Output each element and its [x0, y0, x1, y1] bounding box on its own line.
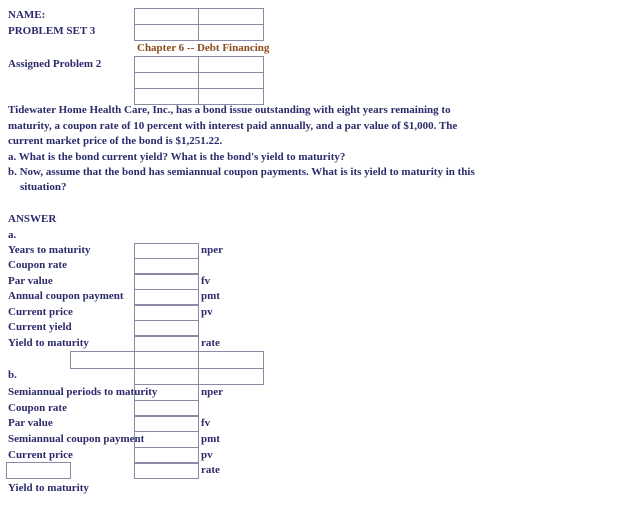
part-b-label: b. [8, 369, 17, 381]
problem-set-label: PROBLEM SET 3 [8, 25, 96, 37]
function-tag: pv [201, 306, 213, 318]
input-cell[interactable] [134, 415, 199, 432]
input-cell[interactable] [198, 368, 264, 385]
header-cell[interactable] [134, 24, 199, 41]
function-tag: pv [201, 449, 213, 461]
header-cell[interactable] [134, 88, 199, 105]
row-label: Coupon rate [8, 259, 67, 271]
row-label: Semiannual coupon payment [8, 433, 145, 445]
row-label: Current price [8, 306, 73, 318]
input-cell[interactable] [198, 351, 264, 369]
row-label: Semiannual periods to maturity [8, 386, 158, 398]
row-label: Current yield [8, 321, 72, 333]
function-tag: pmt [201, 433, 220, 445]
function-tag: nper [201, 244, 223, 256]
header-cell[interactable] [134, 72, 199, 89]
header-cell[interactable] [198, 56, 264, 73]
problem-line: situation? [20, 181, 67, 193]
input-cell[interactable] [134, 431, 199, 448]
chapter-title: Chapter 6 -- Debt Financing [137, 42, 270, 54]
row-label: Coupon rate [8, 402, 67, 414]
row-label: Annual coupon payment [8, 290, 124, 302]
yield-to-maturity-b-label: Yield to maturity [8, 482, 89, 494]
assigned-problem-label: Assigned Problem 2 [8, 58, 102, 70]
input-cell[interactable] [70, 351, 135, 369]
row-label: Yield to maturity [8, 337, 89, 349]
function-tag: fv [201, 275, 211, 287]
problem-line: maturity, a coupon rate of 10 percent with interest paid annually, and a par value of $1,000. The [8, 120, 458, 132]
problem-line: current market price of the bond is $1,251.22. [8, 135, 223, 147]
input-cell[interactable] [134, 258, 199, 274]
header-cell[interactable] [198, 72, 264, 89]
header-cell[interactable] [198, 24, 264, 41]
input-cell[interactable] [134, 320, 199, 336]
row-label: Par value [8, 275, 53, 287]
function-tag: nper [201, 386, 223, 398]
input-cell[interactable] [134, 351, 199, 369]
function-tag: rate [201, 337, 220, 349]
input-cell[interactable] [134, 305, 199, 321]
problem-line: Tidewater Home Health Care, Inc., has a bond issue outstanding with eight years remaining to [8, 104, 451, 116]
header-cell[interactable] [134, 56, 199, 73]
header-cell[interactable] [198, 88, 264, 105]
row-label: Current price [8, 449, 73, 461]
input-cell[interactable] [134, 336, 199, 352]
problem-line: a. What is the bond current yield? What is the bond's yield to maturity? [8, 151, 346, 163]
problem-line: b. Now, assume that the bond has semiannual coupon payments. What is its yield to maturity in this [8, 166, 475, 178]
function-tag: pmt [201, 290, 220, 302]
input-cell[interactable] [134, 243, 199, 259]
input-cell[interactable] [6, 462, 71, 479]
input-cell[interactable] [134, 289, 199, 305]
function-tag: fv [201, 417, 211, 429]
header-cell[interactable] [198, 8, 264, 25]
input-cell[interactable] [134, 462, 199, 479]
input-cell[interactable] [134, 368, 199, 385]
name-label: NAME: [8, 9, 46, 21]
answer-heading: ANSWER [8, 213, 57, 225]
input-cell[interactable] [134, 274, 199, 290]
input-cell[interactable] [134, 384, 199, 401]
row-label: Years to maturity [8, 244, 91, 256]
part-a-label: a. [8, 229, 17, 241]
row-label: Par value [8, 417, 53, 429]
function-tag: rate [201, 464, 220, 476]
header-cell[interactable] [134, 8, 199, 25]
